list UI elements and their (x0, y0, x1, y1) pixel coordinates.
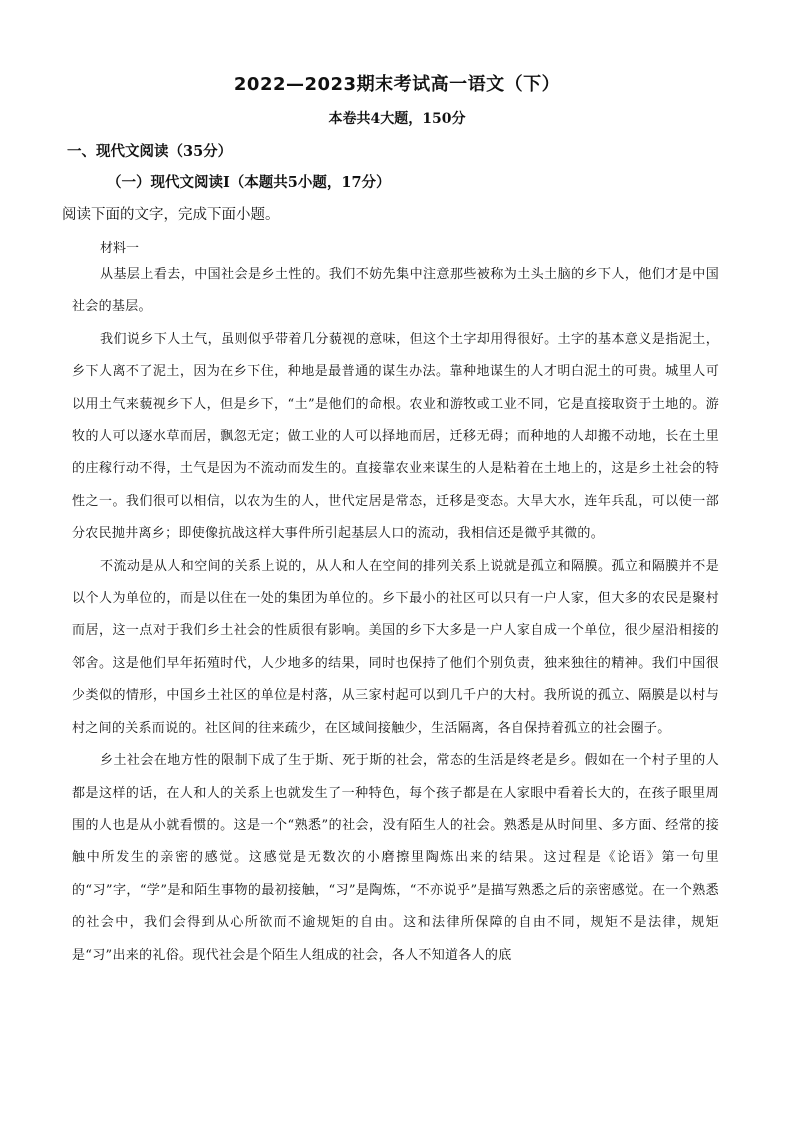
page-title: 2022—2023期末考试高一语文（下） (233, 74, 561, 95)
passage-paragraph: 不流动是从人和空间的关系上说的，从人和人在空间的排列关系上说就是孤立和隔膜。孤立和隔膜并不是以个人为单位的，而是以住在一处的集团为单位的。乡下最小的社区可以只有一户人家，但大多的农民是聚村而居，这一点对于我们乡土社会的性质很有影响。美国的乡下大多是一户人家自成一个单位，很少屋沿相接的邻舍。这是他们早年拓殖时代，人少地多的结果，同时也保持了他们个别负责，独来独往的精神。我们中国很少类似的情形，中国乡土社区的单位是村落，从三家村起可以到几千户的大村。我所说的孤立、隔膜是以村与村之间的关系而说的。社区间的往来疏少，在区域间接触少，生活隔离，各自保持着孤立的社会圈子。 (72, 558, 719, 736)
reading-passage (72, 259, 719, 972)
subsection-heading: （一）现代文阅读Ⅰ（本题共5小题，17分） (107, 174, 391, 191)
material-label: 材料一 (100, 241, 140, 256)
page-subtitle: 本卷共4大题，150分 (328, 111, 466, 127)
passage-paragraph: 从基层上看去，中国社会是乡土性的。我们不妨先集中注意那些被称为土头土脑的乡下人，他们才是中国社会的基层。 (72, 267, 719, 315)
passage-paragraph: 我们说乡下人土气，虽则似乎带着几分藐视的意味，但这个土字却用得很好。土字的基本意义是指泥土，乡下人离不了泥土，因为在乡下住，种地是最普通的谋生办法。靠种地谋生的人才明白泥土的可贵。城里人可以用土气来藐视乡下人，但是乡下，“土”是他们的命根。农业和游牧或工业不同，它是直接取资于土地的。游牧的人可以逐水草而居，飘忽无定；做工业的人可以择地而居，迁移无碍；而种地的人却搬不动地，长在土里的庄稼行动不得，土气是因为不流动而发生的。直接靠农业来谋生的人是粘着在土地上的，这是乡土社会的特性之一。我们很可以相信，以农为生的人，世代定居是常态，迁移是变态。大旱大水，连年兵乱，可以使一部分农民抛井离乡；即使像抗战这样大事件所引起基层人口的流动，我相信还是微乎其微的。 (72, 331, 719, 542)
passage-paragraph: 乡土社会在地方性的限制下成了生于斯、死于斯的社会，常态的生活是终老是乡。假如在一个村子里的人都是这样的话，在人和人的关系上也就发生了一种特色，每个孩子都是在人家眼中看着长大的，在孩子眼里周围的人也是从小就看惯的。这是一个“熟悉”的社会，没有陌生人的社会。熟悉是从时间里、多方面、经常的接触中所发生的亲密的感觉。这感觉是无数次的小磨擦里陶炼出来的结果。这过程是《论语》第一句里的“习”字，“学”是和陌生事物的最初接触，“习”是陶炼，“不亦说乎”是描写熟悉之后的亲密感觉。在一个熟悉的社会中，我们会得到从心所欲而不逾规矩的自由。这和法律所保障的自由不同，规矩不是法律，规矩是“习”出来的礼俗。现代社会是个陌生人组成的社会，各人不知道各人的底 (72, 753, 719, 963)
reading-instruction: 阅读下面的文字，完成下面小题。 (62, 207, 280, 223)
section-heading: 一、现代文阅读（35分） (67, 143, 233, 160)
